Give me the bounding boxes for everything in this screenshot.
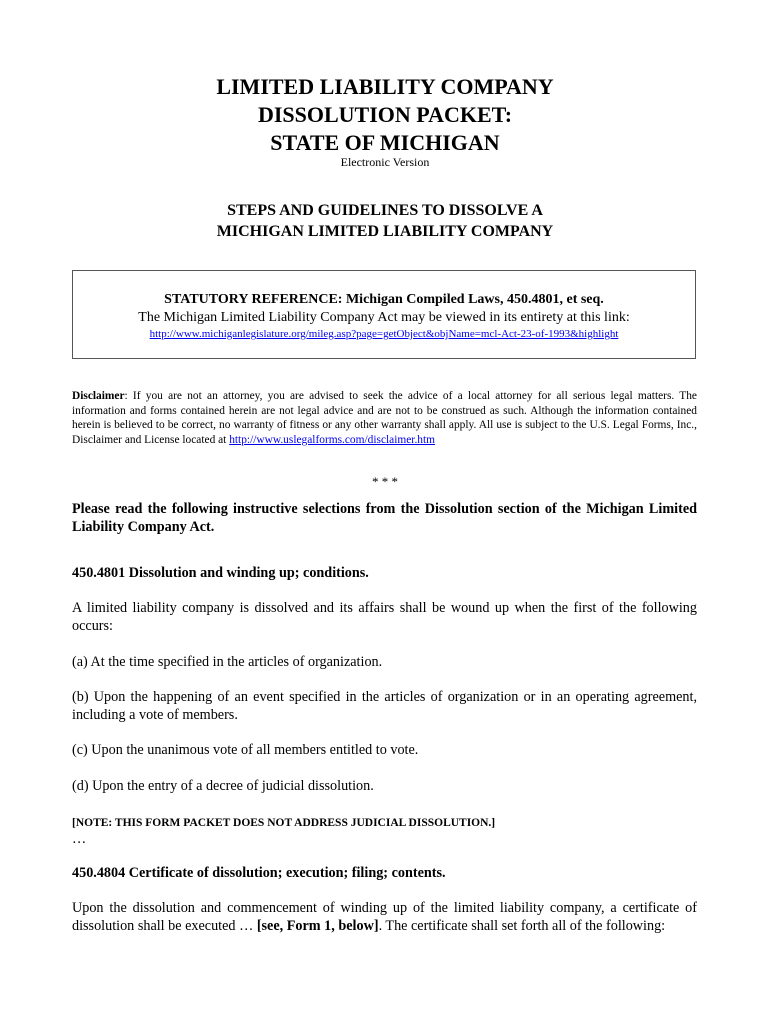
title-line-2: DISSOLUTION PACKET: (257, 102, 513, 127)
statutory-reference-link[interactable]: http://www.michiganlegislature.org/mileg.asp?page=getObject&objName=mcl-Act-23-of-1993&highlight (149, 328, 619, 340)
section-ellipsis: … (72, 831, 87, 847)
title-line-3: STATE OF MICHIGAN (270, 130, 500, 155)
disclaimer-link[interactable]: http://www.uslegalforms.com/disclaimer.htm (229, 433, 436, 446)
section-4801-item-b: (b) Upon the happening of an event specified in the articles of organization or in an operating agreement, including a vote of members. (72, 689, 697, 723)
steps-line-2: MICHIGAN LIMITED LIABILITY COMPANY (216, 223, 554, 240)
section-4801-body: A limited liability company is dissolved and its affairs shall be wound up when the first of the following occurs: (72, 600, 697, 634)
steps-line-1: STEPS AND GUIDELINES TO DISSOLVE A (227, 202, 543, 219)
disclaimer-paragraph (72, 389, 697, 447)
statutory-reference-label: STATUTORY REFERENCE: Michigan Compiled Laws, 450.4801, et seq. (164, 292, 604, 307)
disclaimer-text: : If you are not an attorney, you are advised to seek the advice of a local attorney for all serious legal matters. The information and forms contained herein are not legal advice and are not to be construed as such. Although the information contained herein is believed to be correct, no warranty of fitness or any other warranty shall apply. All use is subject to the U.S. Legal Forms, Inc., Disclaimer and License located at (72, 390, 697, 446)
judicial-dissolution-note: [NOTE: THIS FORM PACKET DOES NOT ADDRESS JUDICIAL DISSOLUTION.] (72, 817, 496, 829)
section-4801-heading: 450.4801 Dissolution and winding up; conditions. (72, 565, 369, 581)
section-4804-body-end: . The certificate shall set forth all of the following: (378, 917, 666, 934)
section-separator: * * * (372, 474, 398, 489)
form-1-reference: [see, Form 1, below] (256, 917, 379, 934)
statutory-reference-box (72, 270, 696, 359)
title-line-1: LIMITED LIABILITY COMPANY (216, 74, 554, 99)
section-4801-item-c: (c) Upon the unanimous vote of all members entitled to vote. (72, 742, 419, 758)
disclaimer-label: Disclaimer (72, 390, 125, 402)
section-4804-heading: 450.4804 Certificate of dissolution; execution; filing; contents. (72, 865, 446, 881)
steps-heading (0, 200, 770, 242)
statutory-reference-text: The Michigan Limited Liability Company Act may be viewed in its entirety at this link: (138, 310, 630, 325)
section-4804-body-start: Upon the dissolution and commencement of winding up of the limited liability company, a certificate of dissolution shall be executed … (72, 900, 697, 934)
edition-label: Electronic Version (340, 155, 430, 169)
document-title (0, 73, 770, 157)
intro-paragraph: Please read the following instructive selections from the Dissolution section of the Michigan Limited Liability Company Act. (72, 501, 697, 535)
section-4804-body (72, 900, 697, 935)
statutory-reference-link-wrap (73, 328, 695, 341)
section-4801-item-a: (a) At the time specified in the articles of organization. (72, 654, 383, 670)
section-4801-item-d: (d) Upon the entry of a decree of judicial dissolution. (72, 778, 374, 794)
